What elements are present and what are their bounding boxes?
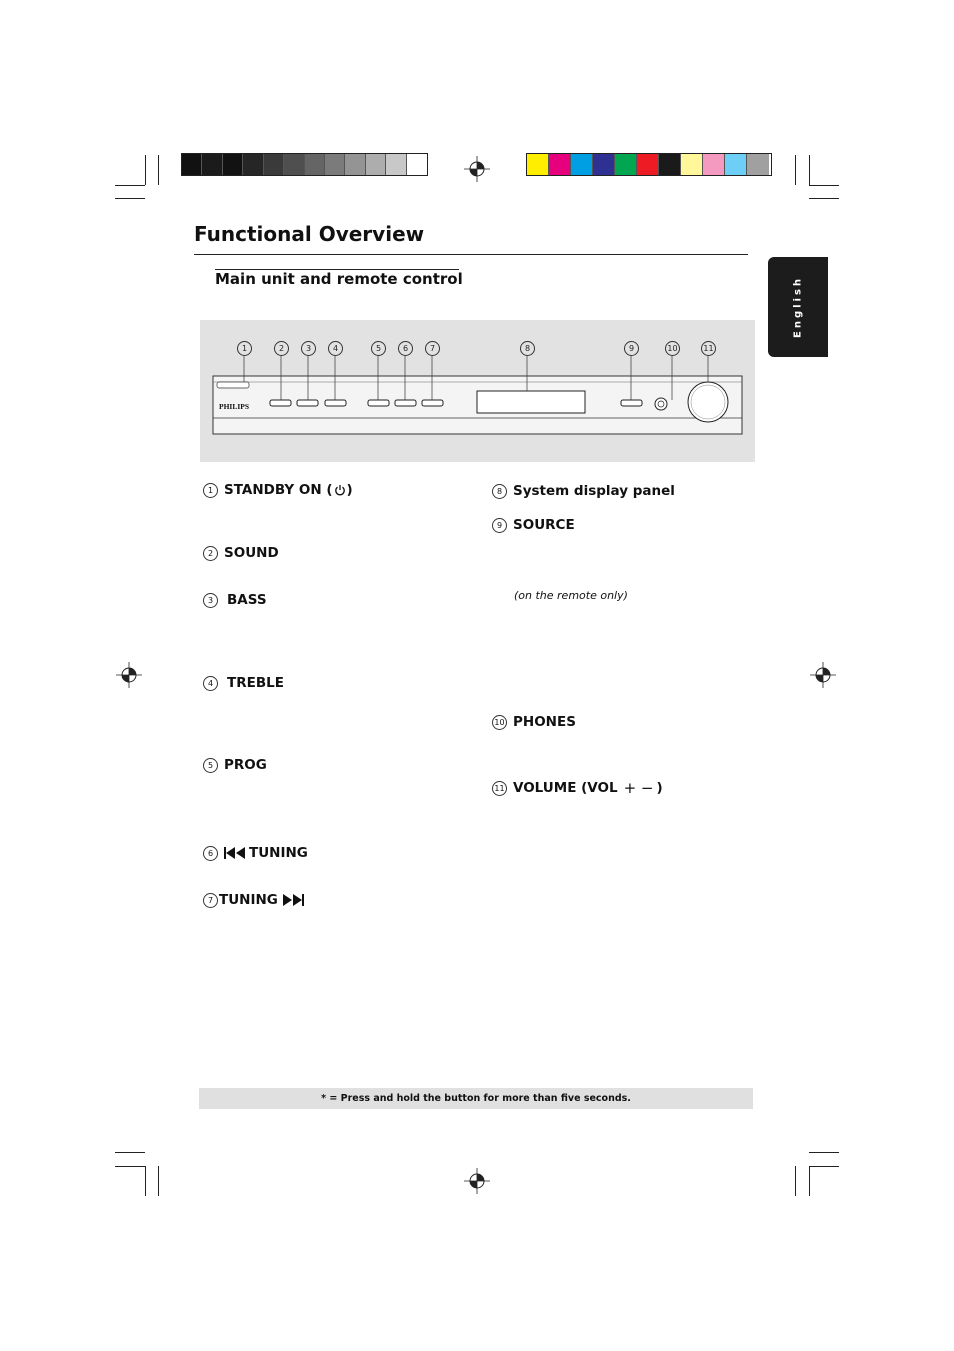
item-phones	[492, 714, 576, 730]
color-swatch	[264, 154, 284, 175]
volume-symbols: + −	[623, 779, 654, 797]
front-panel-diagram	[200, 320, 755, 462]
color-swatch	[182, 154, 202, 175]
item-label: TUNING	[219, 892, 278, 908]
crop-mark	[145, 155, 146, 185]
crop-mark	[809, 1166, 839, 1167]
crop-mark	[809, 185, 839, 186]
language-tab	[768, 257, 828, 357]
color-swatch	[202, 154, 222, 175]
color-swatch	[243, 154, 263, 175]
crop-mark	[795, 1166, 796, 1196]
item-label: STANDBY ON (	[224, 482, 333, 498]
color-swatch	[325, 154, 345, 175]
color-swatch	[747, 154, 769, 175]
registration-mark-icon	[810, 662, 836, 688]
item-label: VOLUME (VOL	[513, 780, 618, 796]
item-number: 10	[492, 715, 507, 730]
crop-mark	[115, 185, 145, 186]
item-system-display-panel	[492, 483, 675, 499]
crop-mark	[115, 198, 145, 199]
section-subtitle: Main unit and remote control	[215, 270, 463, 288]
crop-mark	[809, 198, 839, 199]
grayscale-calibration-strip	[181, 153, 428, 176]
item-label-suffix: )	[656, 780, 663, 796]
page-title: Functional Overview	[194, 222, 425, 246]
title-divider	[194, 254, 748, 255]
color-swatch	[615, 154, 637, 175]
footnote: * = Press and hold the button for more than five seconds.	[199, 1088, 753, 1109]
color-calibration-strip	[526, 153, 772, 176]
callout-7: 7	[425, 341, 440, 356]
item-number: 9	[492, 518, 507, 533]
color-swatch	[725, 154, 747, 175]
registration-mark-icon	[464, 1168, 490, 1194]
callout-9: 9	[624, 341, 639, 356]
callout-4: 4	[328, 341, 343, 356]
item-tuning-back	[203, 845, 308, 861]
color-swatch	[703, 154, 725, 175]
color-swatch	[284, 154, 304, 175]
item-number: 11	[492, 781, 507, 796]
crop-mark	[809, 1166, 810, 1196]
item-number: 8	[492, 484, 507, 499]
item-label: SOUND	[224, 545, 279, 561]
color-swatch	[571, 154, 593, 175]
previous-icon	[224, 847, 246, 859]
callout-2: 2	[274, 341, 289, 356]
item-number: 1	[203, 483, 218, 498]
crop-mark	[145, 1166, 146, 1196]
crop-mark	[795, 155, 796, 185]
color-swatch	[681, 154, 703, 175]
crop-mark	[158, 1166, 159, 1196]
crop-mark	[115, 1166, 145, 1167]
item-bass	[203, 592, 267, 608]
callout-1: 1	[237, 341, 252, 356]
color-swatch	[659, 154, 681, 175]
registration-mark-icon	[464, 156, 490, 182]
registration-mark-icon	[116, 662, 142, 688]
color-swatch	[366, 154, 386, 175]
color-swatch	[305, 154, 325, 175]
item-number: 7	[203, 893, 218, 908]
item-label: TREBLE	[227, 675, 284, 691]
language-tab-label: English	[792, 275, 804, 339]
color-swatch	[386, 154, 406, 175]
source-note: (on the remote only)	[514, 589, 628, 602]
item-sound	[203, 545, 279, 561]
callout-11: 11	[701, 341, 716, 356]
crop-mark	[115, 1152, 145, 1153]
item-label: PHONES	[513, 714, 576, 730]
item-label: SOURCE	[513, 517, 575, 533]
color-swatch	[527, 154, 549, 175]
color-swatch	[637, 154, 659, 175]
item-prog	[203, 757, 267, 773]
item-volume	[492, 779, 663, 797]
item-source	[492, 517, 575, 533]
crop-mark	[809, 155, 810, 185]
item-label-suffix: )	[346, 482, 353, 498]
item-number: 6	[203, 846, 218, 861]
next-icon	[283, 894, 305, 906]
brand-logo: PHILIPS	[219, 402, 250, 411]
color-swatch	[549, 154, 571, 175]
callout-3: 3	[301, 341, 316, 356]
item-label: TUNING	[249, 845, 308, 861]
item-label: PROG	[224, 757, 267, 773]
power-icon	[334, 484, 346, 496]
color-swatch	[593, 154, 615, 175]
callout-10: 10	[665, 341, 680, 356]
item-label: BASS	[227, 592, 267, 608]
item-number: 3	[203, 593, 218, 608]
item-number: 5	[203, 758, 218, 773]
callout-6: 6	[398, 341, 413, 356]
item-number: 4	[203, 676, 218, 691]
crop-mark	[809, 1152, 839, 1153]
item-label: System display panel	[513, 483, 675, 499]
callout-8: 8	[520, 341, 535, 356]
color-swatch	[407, 154, 427, 175]
item-standby-on	[203, 482, 353, 498]
color-swatch	[223, 154, 243, 175]
color-swatch	[345, 154, 365, 175]
item-tuning-forward	[203, 892, 305, 908]
item-number: 2	[203, 546, 218, 561]
crop-mark	[158, 155, 159, 185]
callout-5: 5	[371, 341, 386, 356]
item-treble	[203, 675, 284, 691]
